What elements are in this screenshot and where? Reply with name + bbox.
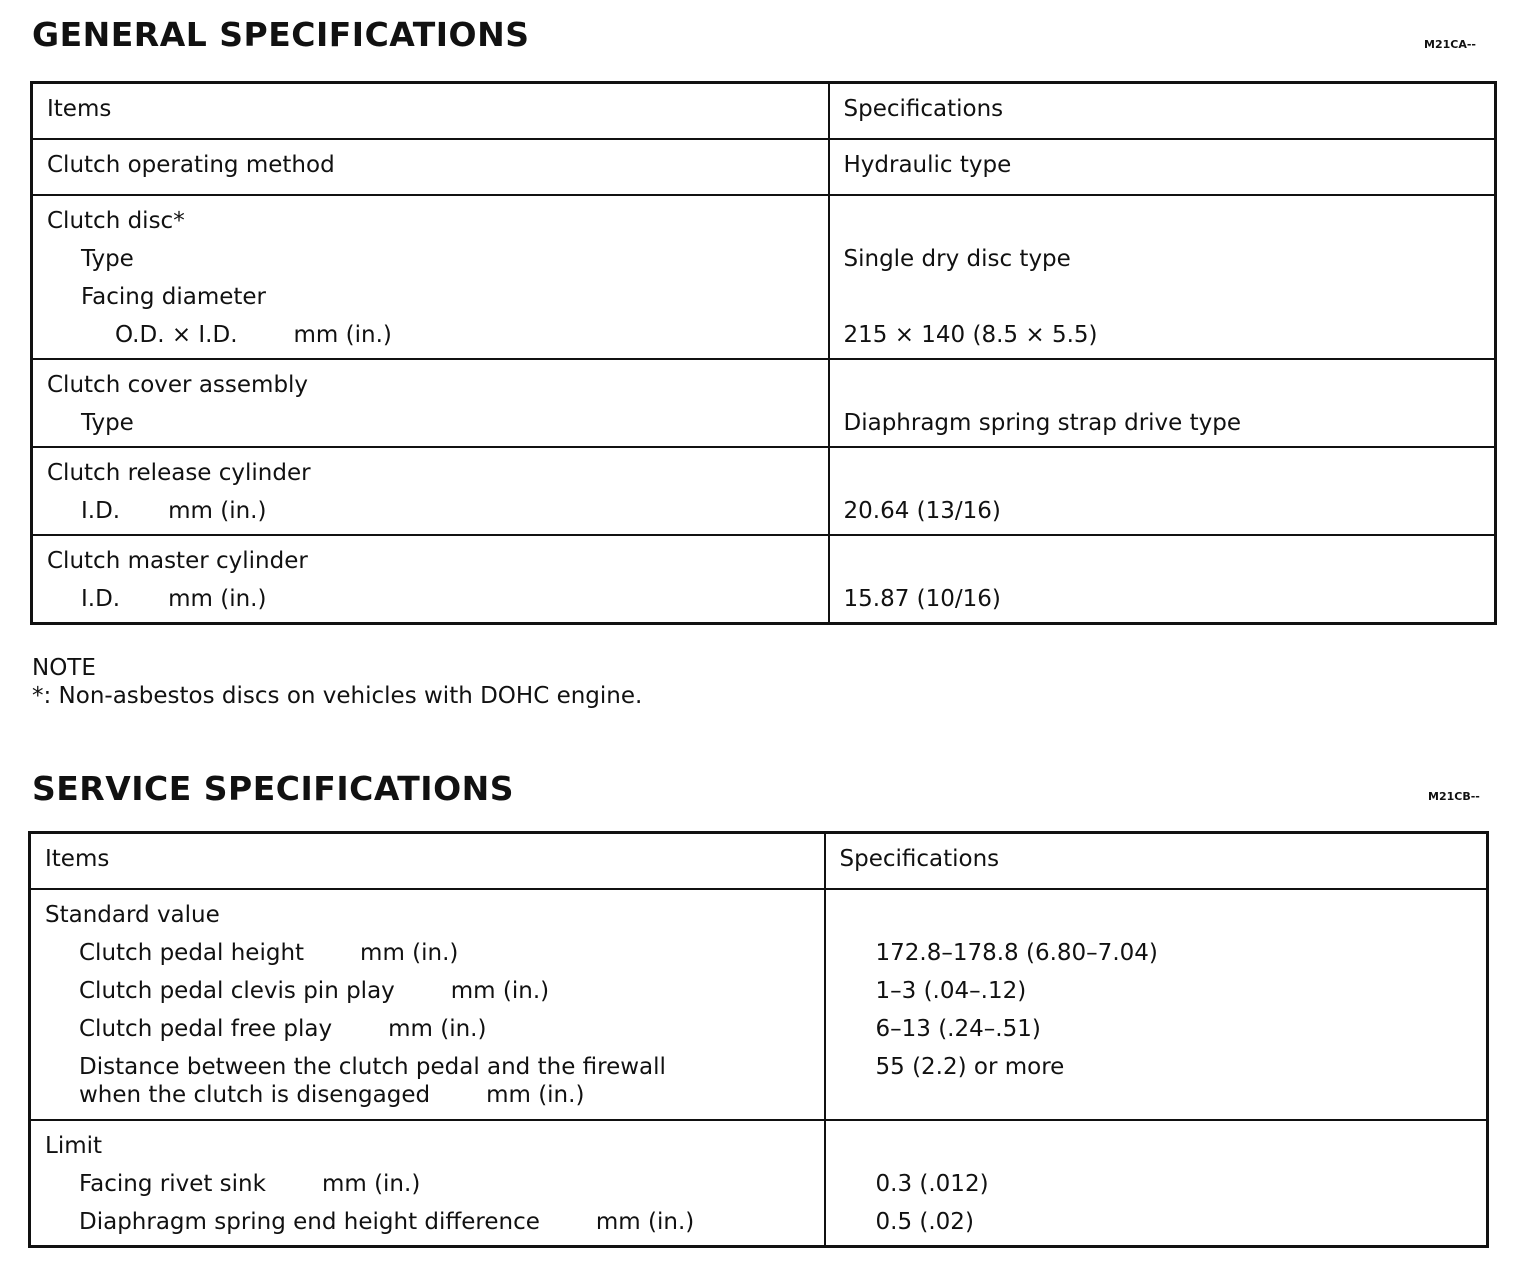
clutch-disc-label: Clutch disc* [47, 208, 185, 234]
item-clutch-disc [32, 195, 829, 359]
facing-diameter-spec: 215 × 140 (8.5 × 5.5) [843, 322, 1098, 348]
item-clutch-cover-assembly [32, 359, 829, 447]
od-id-label: O.D. × I.D. [115, 322, 238, 348]
clevis-pin-play-line [45, 972, 810, 1010]
facing-diameter-label: Facing diameter [81, 284, 266, 310]
pedal-height-label: Clutch pedal height [79, 940, 305, 966]
release-cylinder-id-label: I.D. [81, 498, 121, 524]
table-row [32, 535, 1496, 624]
item-clutch-operating-method: Clutch operating method [32, 139, 829, 195]
pedal-height-line [45, 934, 810, 972]
table-row [30, 1120, 1488, 1247]
item-clutch-master-cylinder [32, 535, 829, 624]
od-id-unit: mm (in.) [293, 322, 392, 348]
free-play-spec: 6–13 (.24–.51) [875, 1016, 1041, 1042]
spring-height-line [45, 1203, 810, 1241]
clutch-cover-label: Clutch cover assembly [47, 372, 309, 398]
spring-height-spec: 0.5 (.02) [875, 1209, 974, 1235]
master-cylinder-unit: mm (in.) [168, 586, 267, 612]
clevis-pin-play-label: Clutch pedal clevis pin play [79, 978, 395, 1004]
spec-clutch-release-cylinder [829, 447, 1496, 535]
clutch-cover-type-spec: Diaphragm spring strap drive type [843, 410, 1242, 436]
rivet-sink-label: Facing rivet sink [79, 1171, 266, 1197]
item-limit [30, 1120, 825, 1247]
table-header-row [30, 833, 1488, 890]
clutch-disc-type-spec: Single dry disc type [843, 246, 1071, 272]
table-row [30, 889, 1488, 1120]
clevis-pin-play-unit: mm (in.) [450, 978, 550, 1004]
note-title: NOTE [32, 655, 96, 681]
master-cylinder-id-line [47, 580, 814, 618]
service-specs-code: M21CB-- [1428, 790, 1480, 803]
table-row [32, 447, 1496, 535]
general-specs-code: M21CA-- [1424, 38, 1476, 51]
limit-label: Limit [45, 1133, 103, 1159]
clutch-disc-type-label: Type [81, 246, 134, 272]
note-text: *: Non-asbestos discs on vehicles with DOHC engine. [32, 683, 643, 709]
table-row [32, 359, 1496, 447]
pedal-height-unit: mm (in.) [360, 940, 459, 966]
release-cylinder-spec: 20.64 (13/16) [843, 498, 1001, 524]
free-play-unit: mm (in.) [388, 1016, 487, 1042]
master-cylinder-spec: 15.87 (10/16) [843, 586, 1001, 612]
service-specs-heading: SERVICE SPECIFICATIONS [32, 769, 515, 808]
distance-line-1: Distance between the clutch pedal and the firewall [79, 1054, 666, 1080]
master-cylinder-label: Clutch master cylinder [47, 548, 308, 574]
table-row [32, 195, 1496, 359]
pedal-height-spec: 172.8–178.8 (6.80–7.04) [875, 940, 1158, 966]
distance-line-2 [45, 1081, 810, 1115]
release-cylinder-id-line [47, 492, 814, 530]
general-specs-table [30, 81, 1497, 625]
free-play-line [45, 1010, 810, 1048]
free-play-label: Clutch pedal free play [79, 1016, 333, 1042]
distance-spec: 55 (2.2) or more [875, 1054, 1065, 1080]
spec-clutch-master-cylinder [829, 535, 1496, 624]
distance-unit: mm (in.) [486, 1082, 585, 1108]
release-cylinder-unit: mm (in.) [168, 498, 267, 524]
spec-clutch-disc [829, 195, 1496, 359]
spec-clutch-operating-method: Hydraulic type [829, 139, 1496, 195]
distance-line-2-text: when the clutch is disengaged [79, 1082, 431, 1108]
item-clutch-release-cylinder [32, 447, 829, 535]
header-specifications: Specifications [825, 833, 1488, 890]
service-specs-table [28, 831, 1489, 1248]
general-specs-heading: GENERAL SPECIFICATIONS [32, 15, 530, 54]
spec-limit [825, 1120, 1488, 1247]
header-items: Items [32, 83, 829, 140]
header-items: Items [30, 833, 825, 890]
rivet-sink-line [45, 1165, 810, 1203]
general-note [32, 654, 642, 710]
table-row [32, 139, 1496, 195]
rivet-sink-unit: mm (in.) [321, 1171, 421, 1197]
standard-value-label: Standard value [45, 902, 220, 928]
spec-clutch-cover-assembly [829, 359, 1496, 447]
spring-height-unit: mm (in.) [595, 1209, 695, 1235]
header-specifications: Specifications [829, 83, 1496, 140]
od-id-line [47, 316, 814, 354]
spring-height-label: Diaphragm spring end height difference [79, 1209, 540, 1235]
clevis-pin-play-spec: 1–3 (.04–.12) [875, 978, 1027, 1004]
item-standard-value [30, 889, 825, 1120]
clutch-cover-type-label: Type [81, 410, 134, 436]
release-cylinder-label: Clutch release cylinder [47, 460, 311, 486]
spec-standard-value [825, 889, 1488, 1120]
table-header-row [32, 83, 1496, 140]
master-cylinder-id-label: I.D. [81, 586, 121, 612]
rivet-sink-spec: 0.3 (.012) [875, 1171, 989, 1197]
